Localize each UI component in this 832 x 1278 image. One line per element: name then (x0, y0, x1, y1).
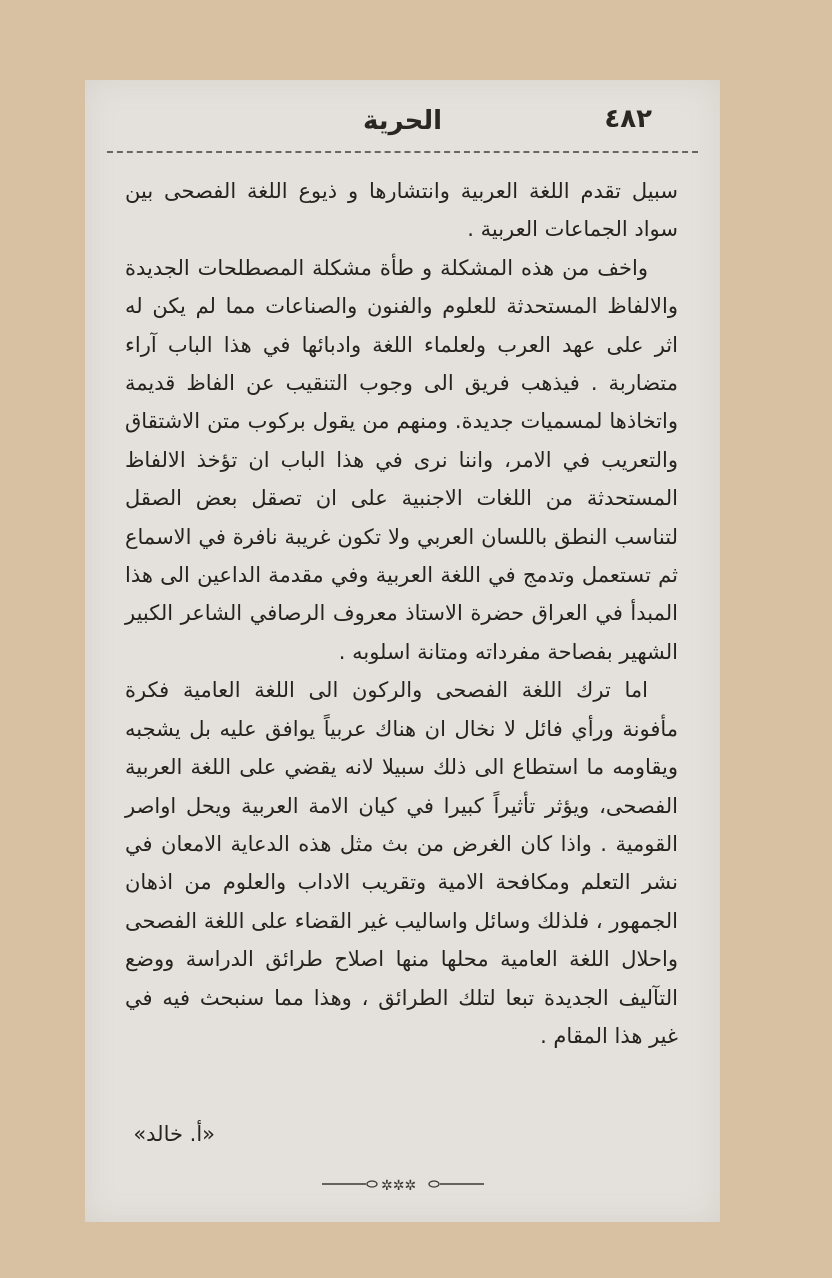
header-rule (107, 151, 698, 153)
end-ornament-icon (318, 1172, 488, 1196)
author-signature: «أ. خالد» (133, 1122, 215, 1146)
svg-text:✲✲✲: ✲✲✲ (380, 1178, 416, 1194)
article-body (125, 172, 678, 1055)
paragraph-1: سبيل تقدم اللغة العربية وانتشارها و ذيوع اللغة الفصحى بين سواد الجماعات العربية . (125, 179, 678, 242)
page-number: ٤٨٢ (604, 104, 652, 134)
paragraph-2: واخف من هذه المشكلة و طأة مشكلة المصطلحات الجديدة والالفاظ المستحدثة للعلوم والفنون والصناعات مما لم يكن له اثر على عهد العرب ولعلماء اللغة وادبائها في هذا الباب آراء متضاربة . فيذهب فريق الى وجوب التنقيب عن الفاظ قديمة واتخاذها لمسميات جديدة. ومنهم من يقول بركوب متن الاشتقاق والتعريب في الامر، واننا نرى في هذا الباب ان تؤخذ الالفاظ المستحدثة من اللغات الاجنبية على ان تصقل بعض الصقل لتناسب النطق باللسان العربي ولا تكون غريبة نافرة في الاسماع ثم تستعمل وتدمج في اللغة العربية وفي مقدمة الداعين الى هذا المبدأ في العراق حضرة الاستاذ معروف الرصافي الشاعر الكبير الشهير بفصاحة مفرداته ومتانة اسلوبه . (125, 255, 678, 664)
page-header (85, 102, 720, 142)
paragraph-3: اما ترك اللغة الفصحى والركون الى اللغة العامية فكرة مأفونة ورأي فائل لا نخال ان هناك عربياً يوافق عليه بل يشجبه ويقاومه ما استطاع الى ذلك سبيلا لانه يقضي على اللغة العربية الفصحى، ويؤثر تأثيراً كبيرا في كيان الامة العربية ويحل اواصر القومية . واذا كان الغرض من بث مثل هذه الدعاية الامعان في نشر التعلم ومكافحة الامية وتقريب الاداب والعلوم من اذهان الجمهور ، فلذلك وسائل واساليب غير القضاء على اللغة الفصحى واحلال اللغة العامية محلها منها اصلاح طرائق الدراسة ووضع التآليف الجديدة تبعا لتلك الطرائق ، وهذا مما سنبحث فيه في غير هذا المقام . (125, 678, 678, 1048)
book-page (85, 80, 720, 1222)
running-title: الحرية (362, 106, 443, 136)
